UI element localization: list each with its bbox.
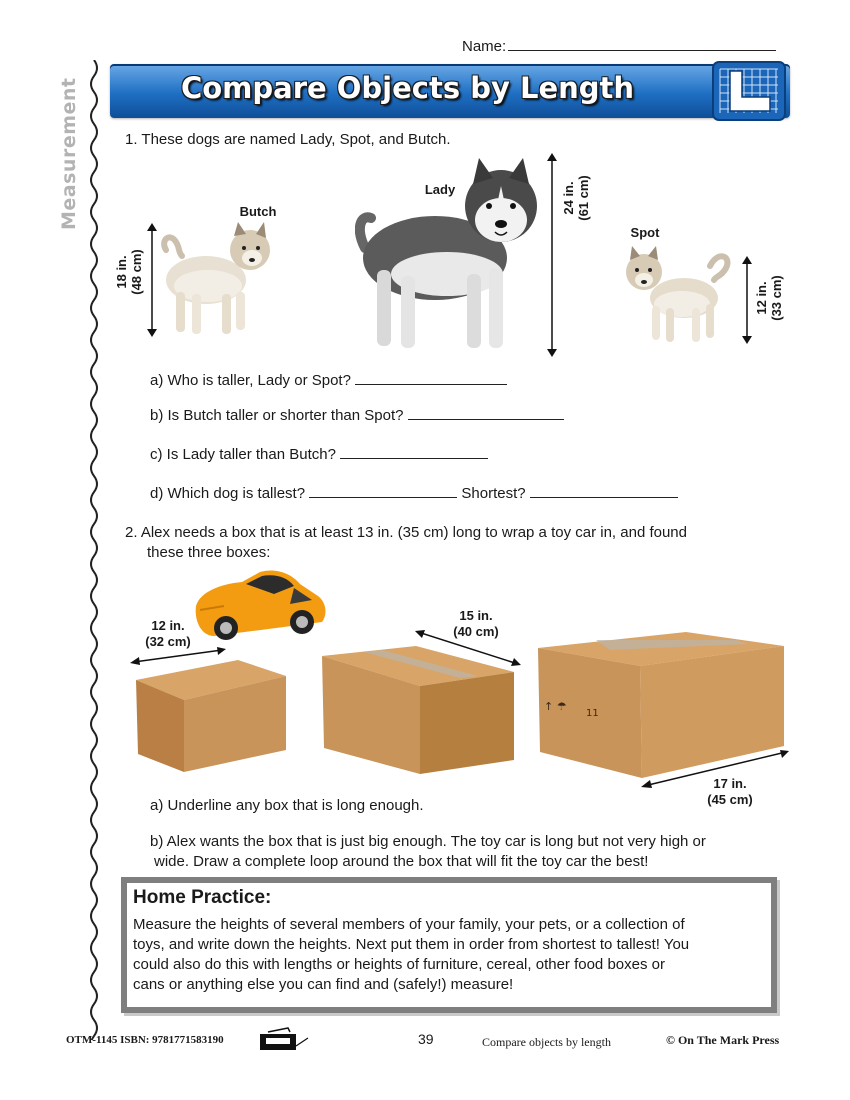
q1d-shortest-text: Shortest? [461,485,526,502]
spot-height-cm: (33 cm) [769,275,784,321]
home-practice-title: Home Practice: [133,887,272,908]
q1d-text: d) Which dog is tallest? [150,485,306,502]
title-banner [110,64,790,118]
butch-dog-image [158,222,278,344]
q1b-row [150,405,564,426]
q1b-answer-blank[interactable] [408,405,564,420]
publisher-logo-icon [258,1026,310,1052]
page-title: Compare Objects by Length [180,71,635,105]
q1c-text: c) Is Lady taller than Butch? [150,446,336,463]
wavy-margin-fade [90,600,106,1020]
lady-height-arrow [545,152,559,358]
measurement-grid-icon [712,61,786,121]
q2-prompt-line1: 2. Alex needs a box that is at least 13 in. (35 cm) long to wrap a toy car in, and found [125,524,687,541]
box1-image[interactable] [134,658,288,774]
q1a-answer-blank[interactable] [355,370,507,385]
butch-height-cm: (48 cm) [129,249,144,295]
lady-height-label [561,158,591,238]
q2-prompt-line2: these three boxes: [147,544,271,561]
home-practice-text [133,915,761,995]
spot-dog-image [622,246,736,346]
footer-publisher: © On The Mark Press [666,1033,780,1047]
butch-height-label [114,232,144,312]
spot-height-label [754,258,784,338]
q1-prompt: 1. These dogs are named Lady, Spot, and Butch. [125,131,451,148]
q1d-shortest-blank[interactable] [530,483,678,498]
spot-height-in: 12 in. [754,281,769,315]
name-blank[interactable] [508,36,776,51]
box3-length-label [690,776,770,808]
q1b-text: b) Is Butch taller or shorter than Spot? [150,407,404,424]
dog-name-spot: Spot [630,225,660,240]
box3-length-in: 17 in. [713,776,747,791]
home-practice-box [121,877,777,1013]
name-field[interactable] [462,36,776,55]
svg-text:↑ ☂: ↑ ☂ [544,700,567,713]
spot-height-arrow [740,255,754,345]
footer-topic: Compare objects by length [482,1035,611,1049]
home-practice-line4: cans or anything else you can find and (safely!) measure! [133,976,514,993]
q2b-text [150,832,706,872]
q1c-row [150,444,488,465]
box1-length-in: 12 in. [151,618,185,633]
lady-height-cm: (61 cm) [576,175,591,221]
section-label: Measurement [58,77,80,230]
q1a-text: a) Who is taller, Lady or Spot? [150,372,351,389]
q2a-text: a) Underline any box that is long enough. [150,797,424,814]
box3-length-cm: (45 cm) [707,792,753,807]
butch-height-in: 18 in. [114,255,129,289]
footer-code: OTM-1145 ISBN: 9781771583190 [66,1034,224,1046]
q1d-row [150,483,678,504]
home-practice-line2: toys, and write down the heights. Next put them in order from shortest to tallest! You [133,936,690,953]
name-label: Name: [462,38,507,55]
q2-prompt [125,523,687,563]
page-number: 39 [418,1031,434,1047]
q1c-answer-blank[interactable] [340,444,488,459]
q2b-line1: b) Alex wants the box that is just big enough. The toy car is long but not very high or [150,833,706,850]
home-practice-line1: Measure the heights of several members of your family, your pets, or a collection of [133,916,685,933]
lady-husky-image [355,158,545,356]
box2-image[interactable] [320,644,516,776]
toy-car-image [190,566,330,652]
box2-length-in: 15 in. [459,608,493,623]
q1d-tallest-blank[interactable] [309,483,457,498]
dog-name-lady: Lady [424,182,456,197]
box1-length-cm: (32 cm) [145,634,191,649]
svg-text:11: 11 [586,708,599,719]
home-practice-line3: could also do this with lengths or heights of furniture, cereal, other food boxes or [133,956,665,973]
lady-height-in: 24 in. [561,181,576,215]
q2b-line2: wide. Draw a complete loop around the box that will fit the toy car the best! [154,853,649,870]
q1a-row [150,370,507,391]
box2-length-cm: (40 cm) [453,624,499,639]
butch-height-arrow [145,222,159,338]
dog-name-butch: Butch [239,204,277,219]
